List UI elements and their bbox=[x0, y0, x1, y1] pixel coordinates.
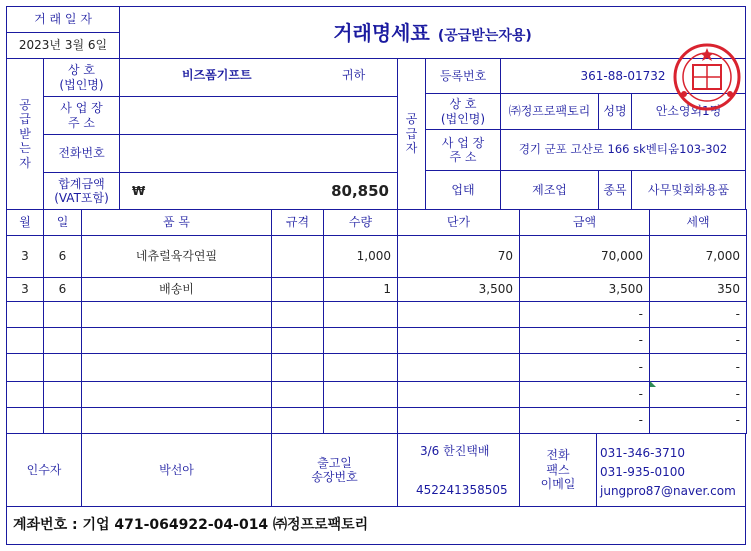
buyer-honorific: 귀하 bbox=[342, 68, 366, 82]
table-cell bbox=[271, 235, 324, 278]
ship-tracking: 452241358505 bbox=[416, 483, 508, 497]
supplier-bizitem-label: 종목 bbox=[598, 170, 632, 210]
buyer-address-label: 사 업 장 주 소 bbox=[43, 96, 120, 135]
supplier-biztype-value: 제조업 bbox=[500, 170, 599, 210]
table-cell bbox=[397, 407, 520, 434]
table-cell bbox=[397, 301, 520, 328]
table-cell: 6 bbox=[43, 277, 82, 302]
table-cell bbox=[271, 301, 324, 328]
receiver-name: 박선아 bbox=[81, 433, 272, 507]
table-header-5: 단가 bbox=[397, 209, 520, 236]
supplier-bizitem-value: 사무및회화용품 bbox=[631, 170, 746, 210]
date-value: 2023년 3월 6일 bbox=[6, 32, 120, 59]
buyer-total-cell bbox=[119, 172, 398, 210]
table-cell bbox=[323, 327, 398, 354]
table-cell bbox=[81, 301, 272, 328]
bank-account: 계좌번호 : 기업 471-064922-04-014 ㈜정프로팩토리 bbox=[6, 506, 746, 545]
cell-comment-marker bbox=[650, 381, 656, 387]
buyer-phone-value bbox=[119, 134, 398, 173]
supplier-biztype-label: 업태 bbox=[425, 170, 501, 210]
table-cell: 350 bbox=[649, 277, 747, 302]
title-cell bbox=[119, 6, 746, 59]
supplier-company-value: ㈜정프로팩토리 bbox=[500, 93, 599, 130]
table-cell: 네츄럴육각연필 bbox=[81, 235, 272, 278]
buyer-address-value bbox=[119, 96, 398, 135]
table-cell: 배송비 bbox=[81, 277, 272, 302]
buyer-total-label: 합계금액 (VAT포함) bbox=[43, 172, 120, 210]
table-cell bbox=[323, 301, 398, 328]
supplier-regno-label: 등록번호 bbox=[425, 58, 501, 94]
table-cell: 3 bbox=[6, 235, 44, 278]
ship-carrier: 3/6 한진택배 bbox=[420, 444, 490, 458]
table-header-1: 일 bbox=[43, 209, 82, 236]
supplier-rep-value: 안소영외1명 bbox=[631, 93, 746, 130]
table-header-3: 규격 bbox=[271, 209, 324, 236]
table-cell: - bbox=[519, 381, 650, 408]
total-amount: 80,850 bbox=[331, 182, 389, 200]
table-cell bbox=[6, 327, 44, 354]
table-cell bbox=[271, 277, 324, 302]
table-cell bbox=[43, 381, 82, 408]
ship-info-cell bbox=[397, 433, 520, 507]
table-header-2: 품 목 bbox=[81, 209, 272, 236]
supplier-rep-label: 성명 bbox=[598, 93, 632, 130]
table-cell: - bbox=[519, 327, 650, 354]
table-cell bbox=[81, 381, 272, 408]
table-cell bbox=[271, 407, 324, 434]
table-cell: 3,500 bbox=[519, 277, 650, 302]
page-title: 거래명세표 (공급받는자용) bbox=[333, 20, 532, 45]
table-cell: 1,000 bbox=[323, 235, 398, 278]
table-cell bbox=[6, 407, 44, 434]
table-cell bbox=[323, 353, 398, 382]
buyer-phone-label: 전화번호 bbox=[43, 134, 120, 173]
contact-label: 전화 팩스 이메일 bbox=[519, 433, 597, 507]
table-cell: 1 bbox=[323, 277, 398, 302]
table-cell bbox=[397, 381, 520, 408]
table-cell: - bbox=[649, 381, 747, 408]
table-cell bbox=[271, 353, 324, 382]
contact-phone: 031-346-3710 bbox=[600, 446, 686, 460]
date-label: 거 래 일 자 bbox=[6, 6, 120, 33]
table-header-7: 세액 bbox=[649, 209, 747, 236]
supplier-regno-value: 361-88-01732 bbox=[500, 58, 746, 94]
table-cell: - bbox=[649, 407, 747, 434]
table-cell: 70,000 bbox=[519, 235, 650, 278]
table-cell: - bbox=[519, 301, 650, 328]
table-cell bbox=[43, 301, 82, 328]
table-cell bbox=[323, 381, 398, 408]
table-cell bbox=[43, 407, 82, 434]
table-header-6: 금액 bbox=[519, 209, 650, 236]
contact-values bbox=[596, 433, 746, 507]
table-cell: 70 bbox=[397, 235, 520, 278]
table-cell bbox=[43, 327, 82, 354]
table-cell: - bbox=[519, 353, 650, 382]
company-seal-stamp bbox=[672, 42, 742, 112]
table-cell bbox=[43, 353, 82, 382]
table-cell bbox=[81, 327, 272, 354]
supplier-address-value: 경기 군포 고산로 166 sk벤티움103-302 bbox=[500, 129, 746, 171]
table-cell: - bbox=[649, 327, 747, 354]
buyer-side-label: 공 급 받 는 자 bbox=[6, 58, 44, 210]
supplier-address-label: 사 업 장 주 소 bbox=[425, 129, 501, 171]
contact-email: jungpro87@naver.com bbox=[600, 484, 736, 498]
table-header-0: 월 bbox=[6, 209, 44, 236]
supplier-company-label: 상 호 (법인명) bbox=[425, 93, 501, 130]
table-cell: 3,500 bbox=[397, 277, 520, 302]
table-cell bbox=[6, 353, 44, 382]
buyer-company-cell bbox=[119, 58, 398, 97]
table-cell: 3 bbox=[6, 277, 44, 302]
table-cell: 6 bbox=[43, 235, 82, 278]
contact-fax: 031-935-0100 bbox=[600, 465, 686, 479]
subtitle: (공급받는자용) bbox=[437, 27, 532, 44]
table-cell bbox=[81, 407, 272, 434]
table-cell bbox=[271, 381, 324, 408]
table-header-4: 수량 bbox=[323, 209, 398, 236]
buyer-company-label: 상 호 (법인명) bbox=[43, 58, 120, 97]
table-cell bbox=[397, 327, 520, 354]
table-cell bbox=[6, 381, 44, 408]
table-cell bbox=[271, 327, 324, 354]
table-cell: - bbox=[649, 353, 747, 382]
table-cell bbox=[397, 353, 520, 382]
ship-label: 출고일 송장번호 bbox=[271, 433, 398, 507]
table-cell: - bbox=[519, 407, 650, 434]
total-currency: ₩ bbox=[132, 184, 146, 198]
supplier-side-label: 공 급 자 bbox=[397, 58, 426, 210]
table-cell bbox=[323, 407, 398, 434]
table-cell bbox=[6, 301, 44, 328]
table-cell: - bbox=[649, 301, 747, 328]
table-cell: 7,000 bbox=[649, 235, 747, 278]
table-cell bbox=[81, 353, 272, 382]
buyer-company-name: 비즈폼기프트 bbox=[182, 68, 252, 82]
receiver-label: 인수자 bbox=[6, 433, 82, 507]
